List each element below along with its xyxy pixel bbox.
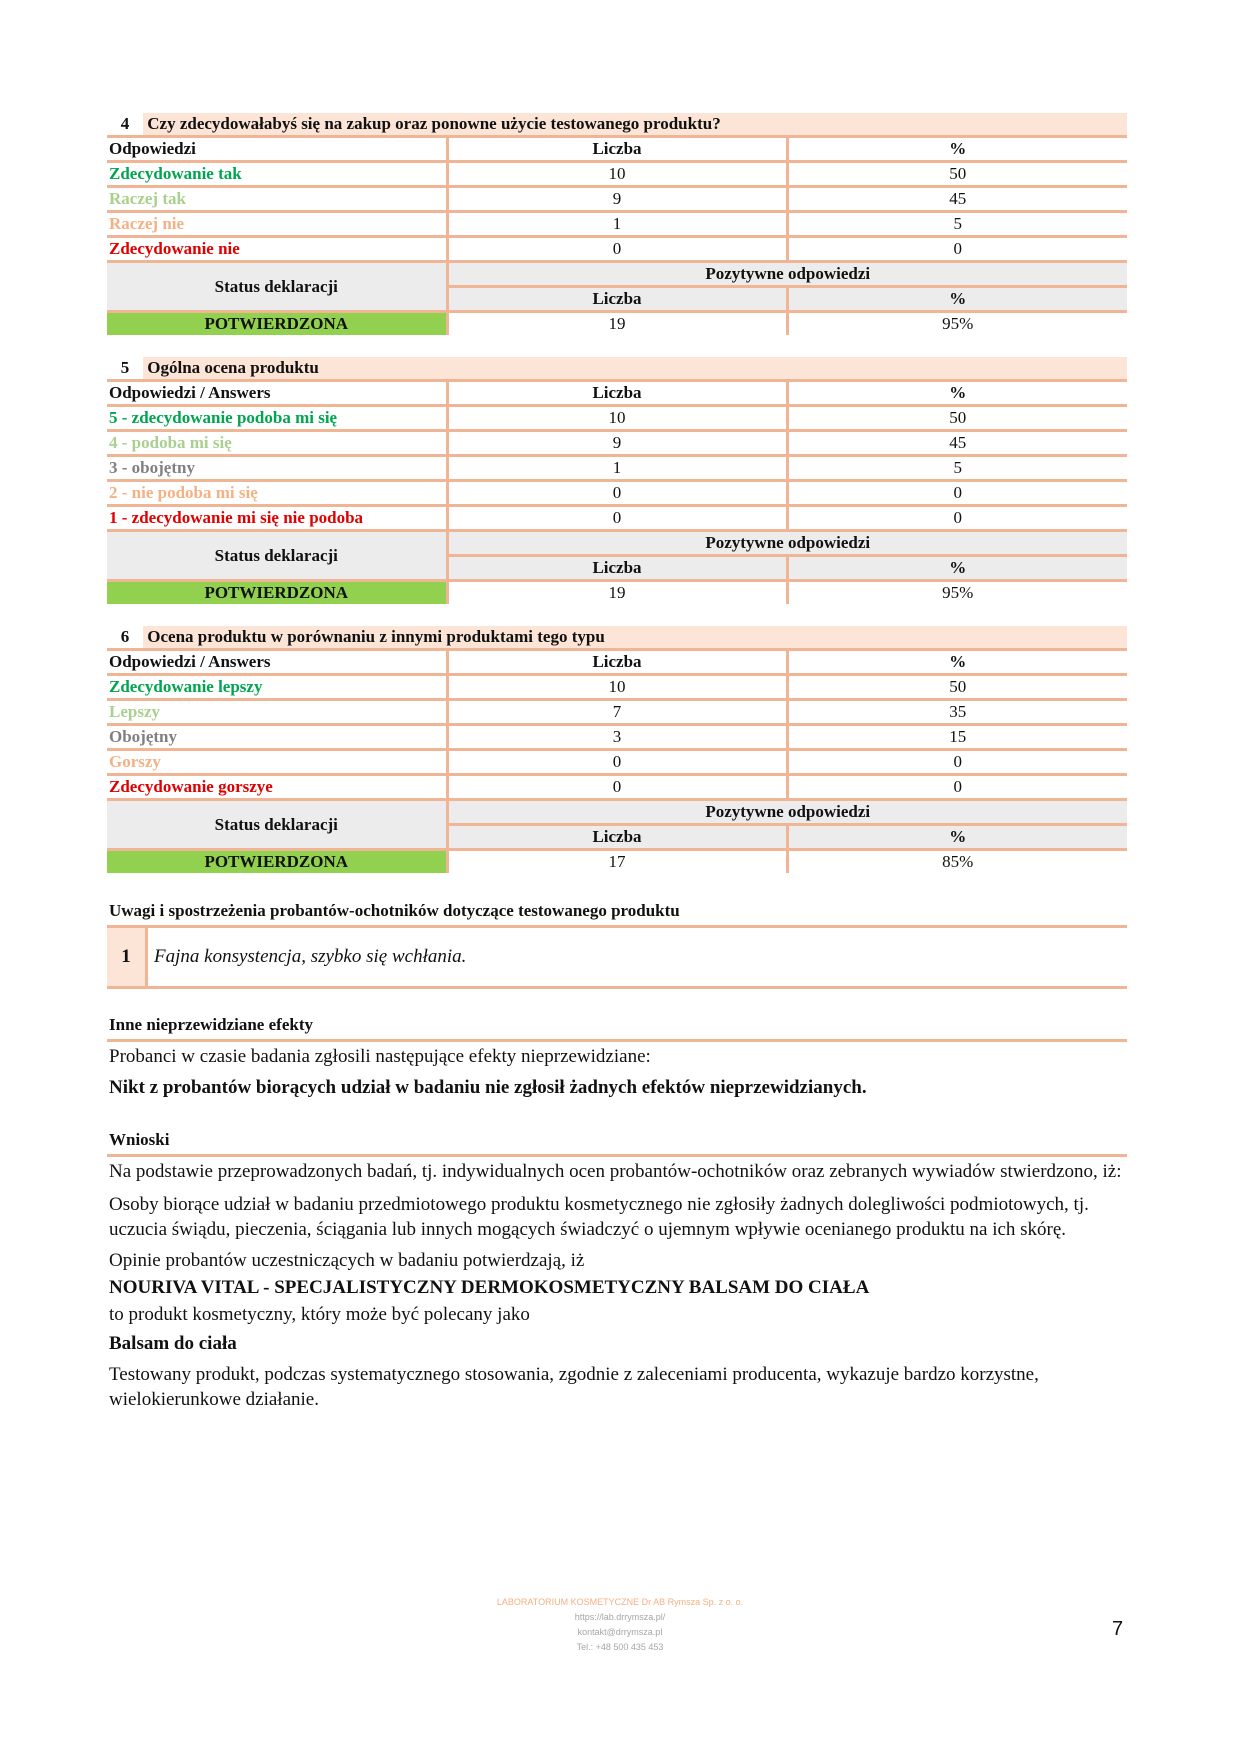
question-header xyxy=(107,113,1127,137)
answer-percent: 5 xyxy=(787,456,1127,481)
answer-count: 1 xyxy=(447,456,787,481)
answer-count: 9 xyxy=(447,187,787,212)
col-count: Liczba xyxy=(447,650,787,675)
side-effects-intro: Probanci w czasie badania zgłosili następujące efekty nieprzewidziane: xyxy=(109,1046,651,1067)
answer-label: Zdecydowanie gorszye xyxy=(107,775,447,800)
answer-label: Gorszy xyxy=(107,750,447,775)
answer-count: 0 xyxy=(447,775,787,800)
status-header-row xyxy=(107,800,1127,825)
column-header-row xyxy=(107,137,1127,162)
answer-label: Lepszy xyxy=(107,700,447,725)
table-row xyxy=(107,456,1127,481)
conclusions-paragraph-4: to produkt kosmetyczny, który może być polecany jako xyxy=(109,1304,530,1325)
status-label: Status deklaracji xyxy=(107,800,447,850)
table-row xyxy=(107,775,1127,800)
column-header-row xyxy=(107,650,1127,675)
answer-count: 1 xyxy=(447,212,787,237)
positive-count: 17 xyxy=(447,850,787,874)
question-table-6 xyxy=(107,626,1127,873)
report-page xyxy=(107,113,1127,1412)
conclusions-paragraph-1: Na podstawie przeprowadzonych badań, tj. indywidualnych ocen probantów-ochotników oraz zebranych wywiadów stwierdzono, iż: xyxy=(109,1161,1122,1182)
remark-number: 1 xyxy=(107,928,148,986)
positive-percent-label: % xyxy=(787,287,1127,312)
answer-count: 3 xyxy=(447,725,787,750)
answer-label: 3 - obojętny xyxy=(107,456,447,481)
status-header-row xyxy=(107,531,1127,556)
answer-percent: 0 xyxy=(787,775,1127,800)
answer-count: 0 xyxy=(447,506,787,531)
status-badge: POTWIERDZONA xyxy=(107,581,447,605)
answer-count: 10 xyxy=(447,406,787,431)
positive-label: Pozytywne odpowiedzi xyxy=(447,531,1127,556)
col-percent: % xyxy=(787,650,1127,675)
status-row xyxy=(107,312,1127,336)
positive-label: Pozytywne odpowiedzi xyxy=(447,800,1127,825)
positive-percent: 85% xyxy=(942,852,974,871)
col-count: Liczba xyxy=(447,381,787,406)
positive-count-label: Liczba xyxy=(447,825,787,850)
positive-count: 19 xyxy=(447,312,787,336)
question-table-4 xyxy=(107,113,1127,335)
answer-percent: 15 xyxy=(787,725,1127,750)
positive-percent-label: % xyxy=(787,556,1127,581)
positive-percent: 95% xyxy=(942,583,974,602)
column-header-row xyxy=(107,381,1127,406)
remark-item xyxy=(107,928,1127,989)
positive-percent: 95% xyxy=(942,314,974,333)
answer-label: Zdecydowanie nie xyxy=(107,237,447,262)
conclusions-paragraph-2: Osoby biorące udział w badaniu przedmiotowego produktu kosmetycznego nie zgłosiły żadnych dolegliwości podmiotowych, tj. uczucia świądu, pieczenia, ściągania lub innych mogących świadczyć o ujemnym wpływie ocenianego produktu na ich skórę. xyxy=(109,1194,1089,1240)
col-answers: Odpowiedzi / Answers xyxy=(107,381,447,406)
lab-name: LABORATORIUM KOSMETYCZNE Dr AB Rymsza Sp. z o. o. xyxy=(496,1597,744,1607)
answer-label: Zdecydowanie lepszy xyxy=(107,675,447,700)
product-name: NOURIVA VITAL - SPECJALISTYCZNY DERMOKOSMETYCZNY BALSAM DO CIAŁA xyxy=(109,1277,870,1298)
lab-phone: Tel.: +48 500 435 453 xyxy=(576,1642,664,1652)
answer-count: 10 xyxy=(447,162,787,187)
table-row xyxy=(107,431,1127,456)
question-table-5 xyxy=(107,357,1127,604)
question-number: 4 xyxy=(107,113,143,135)
answer-count: 7 xyxy=(447,700,787,725)
status-badge: POTWIERDZONA xyxy=(107,312,447,336)
answer-label: Zdecydowanie tak xyxy=(107,162,447,187)
table-row xyxy=(107,506,1127,531)
table-row xyxy=(107,162,1127,187)
status-label: Status deklaracji xyxy=(107,262,447,312)
col-percent: % xyxy=(787,381,1127,406)
positive-percent-label: % xyxy=(787,825,1127,850)
status-label: Status deklaracji xyxy=(107,531,447,581)
answer-percent: 50 xyxy=(787,162,1127,187)
answer-percent: 5 xyxy=(787,212,1127,237)
side-effects-heading: Inne nieprzewidziane efekty xyxy=(107,1011,1127,1042)
answer-percent: 45 xyxy=(787,431,1127,456)
conclusions-paragraph-3: Opinie probantów uczestniczących w badaniu potwierdzają, iż xyxy=(109,1250,585,1271)
table-row xyxy=(107,237,1127,262)
col-answers: Odpowiedzi xyxy=(107,137,447,162)
answer-count: 0 xyxy=(447,237,787,262)
answer-percent: 0 xyxy=(787,481,1127,506)
col-percent: % xyxy=(787,137,1127,162)
answer-label: Raczej nie xyxy=(107,212,447,237)
answer-count: 0 xyxy=(447,481,787,506)
positive-count-label: Liczba xyxy=(447,287,787,312)
answer-percent: 0 xyxy=(787,506,1127,531)
question-header xyxy=(107,626,1127,650)
question-number: 5 xyxy=(107,357,143,379)
table-row xyxy=(107,675,1127,700)
page-footer xyxy=(0,1595,1240,1655)
table-row xyxy=(107,481,1127,506)
side-effects-statement: Nikt z probantów biorących udział w badaniu nie zgłosił żadnych efektów nieprzewidzianych. xyxy=(109,1077,867,1098)
conclusions-heading: Wnioski xyxy=(107,1126,1127,1157)
question-header xyxy=(107,357,1127,381)
remark-text: Fajna konsystencja, szybko się wchłania. xyxy=(154,946,467,967)
col-count: Liczba xyxy=(447,137,787,162)
answer-percent: 35 xyxy=(787,700,1127,725)
lab-website[interactable]: https://lab.drrymsza.pl/ xyxy=(574,1612,666,1622)
lab-email[interactable]: kontakt@drrymsza.pl xyxy=(577,1627,663,1637)
product-category: Balsam do ciała xyxy=(109,1333,237,1354)
question-title: Ocena produktu w porównaniu z innymi produktami tego typu xyxy=(147,627,605,646)
answer-percent: 50 xyxy=(787,406,1127,431)
table-row xyxy=(107,725,1127,750)
answer-percent: 45 xyxy=(787,187,1127,212)
answer-label: 1 - zdecydowanie mi się nie podoba xyxy=(107,506,447,531)
answer-label: Obojętny xyxy=(107,725,447,750)
answer-count: 9 xyxy=(447,431,787,456)
table-row xyxy=(107,750,1127,775)
status-badge: POTWIERDZONA xyxy=(107,850,447,874)
status-row xyxy=(107,850,1127,874)
answer-count: 10 xyxy=(447,675,787,700)
question-number: 6 xyxy=(107,626,143,648)
answer-label: 5 - zdecydowanie podoba mi się xyxy=(107,406,447,431)
answer-percent: 50 xyxy=(787,675,1127,700)
col-answers: Odpowiedzi / Answers xyxy=(107,650,447,675)
answer-label: 4 - podoba mi się xyxy=(107,431,447,456)
positive-count-label: Liczba xyxy=(447,556,787,581)
page-number: 7 xyxy=(1112,1618,1124,1640)
table-row xyxy=(107,700,1127,725)
status-row xyxy=(107,581,1127,605)
conclusions-paragraph-5: Testowany produkt, podczas systematycznego stosowania, zgodnie z zaleceniami producenta, wykazuje bardzo korzystne, wielokierunkowe działanie. xyxy=(109,1364,1039,1410)
answer-count: 0 xyxy=(447,750,787,775)
answer-label: Raczej tak xyxy=(107,187,447,212)
question-title: Czy zdecydowałabyś się na zakup oraz ponowne użycie testowanego produktu? xyxy=(147,114,721,133)
status-header-row xyxy=(107,262,1127,287)
table-row xyxy=(107,212,1127,237)
question-title: Ogólna ocena produktu xyxy=(147,358,319,377)
table-row xyxy=(107,187,1127,212)
table-row xyxy=(107,406,1127,431)
positive-count: 19 xyxy=(447,581,787,605)
positive-label: Pozytywne odpowiedzi xyxy=(447,262,1127,287)
answer-percent: 0 xyxy=(787,237,1127,262)
answer-label: 2 - nie podoba mi się xyxy=(107,481,447,506)
remarks-heading: Uwagi i spostrzeżenia probantów-ochotników dotyczące testowanego produktu xyxy=(107,897,1127,928)
answer-percent: 0 xyxy=(787,750,1127,775)
